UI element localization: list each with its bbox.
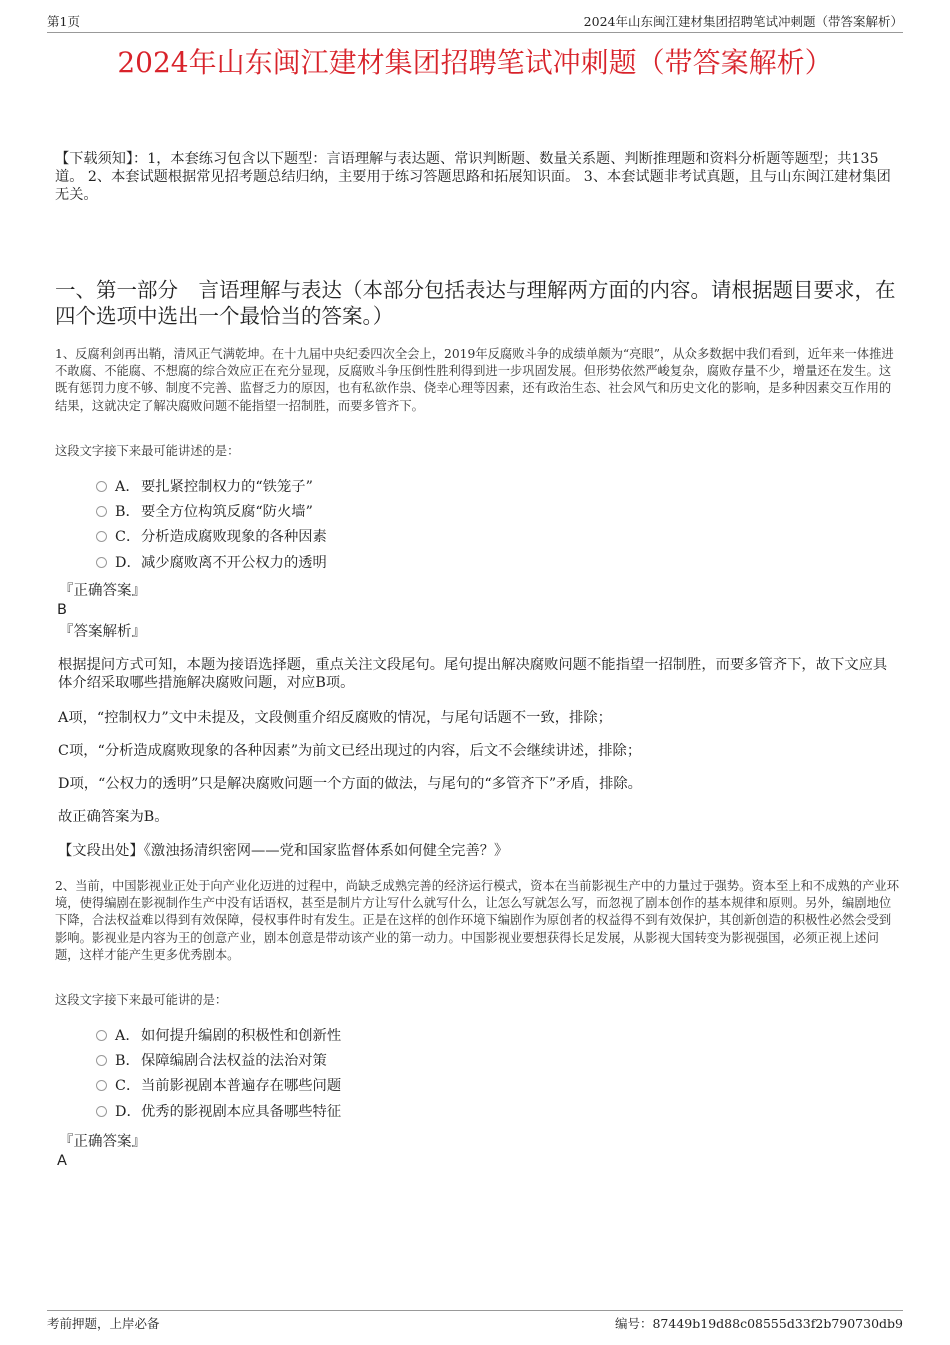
- option-letter: B．: [115, 504, 140, 520]
- page-footer: [47, 1310, 903, 1334]
- header-doc-title: 2024年山东闽江建材集团招聘笔试冲刺题（带答案解析）: [583, 14, 903, 29]
- radio-icon[interactable]: [96, 531, 107, 542]
- radio-icon[interactable]: [96, 557, 107, 568]
- download-notice: 【下载须知】：1，本套练习包含以下题型：言语理解与表达题、常识判断题、数量关系题、判断推理题和资料分析题等题型；共135道。 2、本套试题根据常见招考题总结归纳，主要用于练习答题思路和拓展知识面。 3、本套试题非考试真题，且与山东闽江建材集团无关。: [55, 151, 891, 203]
- page-number: 第1页: [47, 14, 80, 29]
- option-letter: D．: [115, 1104, 141, 1120]
- question-1-analysis-label: 『答案解析』: [59, 624, 146, 640]
- option-letter: A．: [115, 479, 140, 495]
- question-1-analysis-line: A项，“控制权力”文中未提及，文段侧重介绍反腐败的情况，与尾句话题不一致，排除；: [58, 710, 612, 726]
- question-1-answer-label: 『正确答案』: [59, 583, 146, 599]
- question-1-stem: 1、反腐利剑再出鞘，清风正气满乾坤。在十九届中央纪委四次全会上，2019年反腐败斗争的成绩单颇为“亮眼”，从众多数据中我们看到，近年来一体推进不敢腐、不能腐、不想腐的综合效应正在充分显现，反腐败斗争压倒性胜利得到进一步巩固发展。但形势依然严峻复杂，腐败存量不少，增量还在发生。这既有惩罚力度不够、制度不完善、监督乏力的原因，也有私欲作祟、侥幸心理等因素，还有政治生态、社会风气和历史文化的影响，是多种因素交互作用的结果，这就决定了解决腐败问题不能指望一招制胜，而要多管齐下。: [55, 347, 894, 413]
- radio-icon[interactable]: [96, 481, 107, 492]
- question-1-option-b[interactable]: [96, 502, 313, 522]
- option-letter: A．: [115, 1028, 140, 1044]
- question-2-option-a[interactable]: [96, 1026, 341, 1046]
- question-1-option-d[interactable]: [96, 553, 327, 573]
- question-1-analysis-line: C项，“分析造成腐败现象的各种因素”为前文已经出现过的内容，后文不会继续讲述，排除；: [58, 743, 642, 759]
- question-2-prompt: 这段文字接下来最可能讲的是：: [55, 993, 228, 1007]
- question-1-source: 【文段出处】《激浊扬清织密网——党和国家监督体系如何健全完善？》: [58, 843, 509, 859]
- question-2-answer-label: 『正确答案』: [59, 1134, 146, 1150]
- footer-doc-id: 编号：87449b19d88c08555d33f2b790730db9: [614, 1316, 903, 1331]
- question-1-option-a[interactable]: [96, 477, 313, 497]
- option-text: 要全方位构筑反腐“防火墙”: [141, 504, 313, 520]
- question-1-prompt: 这段文字接下来最可能讲述的是：: [55, 444, 240, 458]
- question-2-stem: 2、当前，中国影视业正处于向产业化迈进的过程中，尚缺乏成熟完善的经济运行模式，资本在当前影视生产中的力量过于强势。资本至上和不成熟的产业环境，使得编剧在影视制作生产中没有话语权，甚至是制片方让写什么就写什么，让怎么写就怎么写，而忽视了剧本创作的基本规律和原则。另外，编剧地位下降，合法权益难以得到有效保障，侵权事件时有发生。正是在这样的创作环境下编剧作为原创者的权益得不到有效保护，其创新创造的积极性必然会受到影响。影视业是内容为王的创意产业，剧本创意是带动该产业的第一动力。中国影视业要想获得长足发展，从影视大国转变为影视强国，必须正视上述问题，这样才能产生更多优秀剧本。: [55, 879, 900, 962]
- radio-icon[interactable]: [96, 1055, 107, 1066]
- option-letter: C．: [115, 1078, 141, 1094]
- question-2-option-d[interactable]: [96, 1102, 341, 1122]
- question-2-option-c[interactable]: [96, 1076, 341, 1096]
- option-letter: C．: [115, 529, 141, 545]
- radio-icon[interactable]: [96, 1030, 107, 1041]
- option-letter: B．: [115, 1053, 140, 1069]
- option-text: 当前影视剧本普遍存在哪些问题: [141, 1078, 342, 1094]
- option-text: 要扎紧控制权力的“铁笼子”: [141, 479, 313, 495]
- option-text: 分析造成腐败现象的各种因素: [141, 529, 327, 545]
- option-text: 减少腐败离不开公权力的透明: [141, 555, 327, 571]
- question-2-option-b[interactable]: [96, 1051, 327, 1071]
- question-1-option-c[interactable]: [96, 527, 327, 547]
- option-text: 优秀的影视剧本应具备哪些特征: [141, 1104, 342, 1120]
- option-text: 如何提升编剧的积极性和创新性: [141, 1028, 342, 1044]
- page-header: [47, 14, 903, 33]
- radio-icon[interactable]: [96, 506, 107, 517]
- footer-slogan: 考前押题，上岸必备: [47, 1316, 160, 1331]
- question-1-answer: B: [57, 602, 67, 618]
- question-2-answer: A: [57, 1153, 67, 1169]
- question-1-analysis-line: D项，“公权力的透明”只是解决腐败问题一个方面的做法，与尾句的“多管齐下”矛盾，排除。: [58, 776, 642, 792]
- section-heading: 一、第一部分 言语理解与表达（本部分包括表达与理解两方面的内容。请根据题目要求，在四个选项中选出一个最恰当的答案。）: [55, 278, 896, 328]
- radio-icon[interactable]: [96, 1106, 107, 1117]
- option-text: 保障编剧合法权益的法治对策: [141, 1053, 327, 1069]
- question-1-analysis-line: 故正确答案为B。: [58, 809, 169, 825]
- question-1-analysis-line: 根据提问方式可知，本题为接语选择题，重点关注文段尾句。尾句提出解决腐败问题不能指望一招制胜，而要多管齐下，故下文应具体介绍采取哪些措施解决腐败问题，对应B项。: [58, 657, 888, 691]
- radio-icon[interactable]: [96, 1080, 107, 1091]
- option-letter: D．: [115, 555, 141, 571]
- document-title: 2024年山东闽江建材集团招聘笔试冲刺题（带答案解析）: [117, 46, 833, 79]
